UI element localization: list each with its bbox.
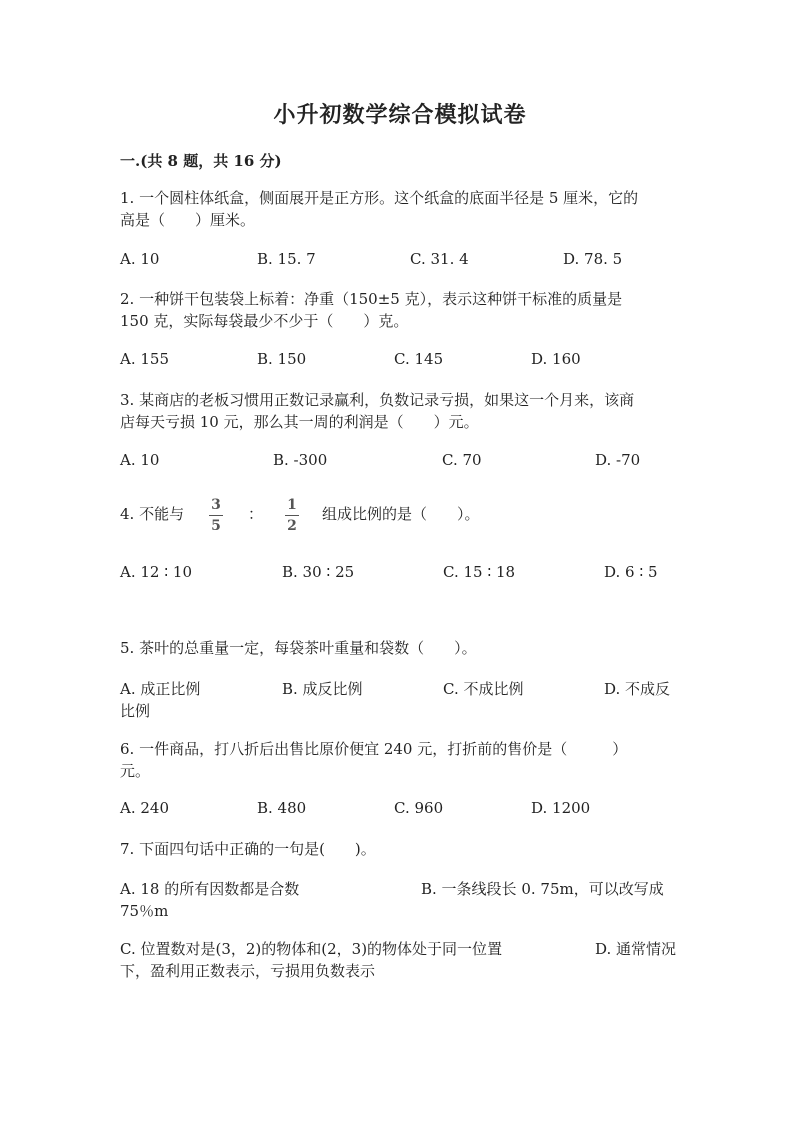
question-7-line-1: 7. 下面四句话中正确的一句是( )。 — [120, 840, 376, 858]
fraction-1-bar — [209, 515, 223, 516]
fraction-three-fifths — [206, 497, 226, 534]
question-5-option-d-wrap: 比例 — [120, 702, 151, 720]
question-3-option-c: C. 70 — [442, 451, 482, 469]
ratio-colon: ： — [248, 505, 264, 523]
question-5-option-a: A. 成正比例 — [120, 680, 201, 698]
question-2-line-2: 150 克，实际每袋最少不少于（ ）克。 — [120, 312, 409, 330]
question-3-line-1: 3. 某商店的老板习惯用正数记录赢利，负数记录亏损，如果这一个月来，该商 — [120, 391, 635, 409]
question-6-option-d: D. 1200 — [531, 799, 591, 817]
question-6-option-b: B. 480 — [257, 799, 307, 817]
question-7-option-d-wrap: 下，盈利用正数表示，亏损用负数表示 — [120, 962, 376, 980]
question-4-prefix: 4. 不能与 — [120, 505, 185, 523]
question-3-option-b: B. -300 — [273, 451, 328, 469]
question-1-line-1: 1. 一个圆柱体纸盒，侧面展开是正方形。这个纸盒的底面半径是 5 厘米，它的 — [120, 189, 639, 207]
question-4-suffix: 组成比例的是（ ）。 — [322, 505, 480, 523]
question-1-line-2: 高是（ ）厘米。 — [120, 211, 256, 229]
question-6-line-1: 6. 一件商品，打八折后出售比原价便宜 240 元，打折前的售价是（ ） — [120, 740, 628, 758]
fraction-2-denominator: 2 — [287, 518, 297, 534]
question-3-option-d: D. -70 — [595, 451, 641, 469]
question-5-line-1: 5. 茶叶的总重量一定，每袋茶叶重量和袋数（ ）。 — [120, 639, 477, 657]
question-7-option-b: B. 一条线段长 0. 75m，可以改写成 — [421, 880, 664, 898]
question-2-option-c: C. 145 — [394, 350, 444, 368]
section-heading: 一.(共 8 题，共 16 分) — [120, 152, 282, 170]
question-5-option-d: D. 不成反 — [604, 680, 671, 698]
question-1-option-c: C. 31. 4 — [410, 250, 469, 268]
question-5-option-c: C. 不成比例 — [443, 680, 524, 698]
question-7-option-b-wrap: 75％m — [120, 902, 169, 920]
fraction-1-numerator: 3 — [211, 497, 221, 513]
question-7-option-a: A. 18 的所有因数都是合数 — [120, 880, 300, 898]
question-3-option-a: A. 10 — [120, 451, 160, 469]
fraction-2-numerator: 1 — [287, 497, 297, 513]
question-2-option-b: B. 150 — [257, 350, 307, 368]
question-3-line-2: 店每天亏损 10 元，那么其一周的利润是（ ）元。 — [120, 413, 479, 431]
question-1-option-d: D. 78. 5 — [563, 250, 623, 268]
question-7-option-d: D. 通常情况 — [595, 940, 677, 958]
fraction-1-denominator: 5 — [211, 518, 221, 534]
page-title: 小升初数学综合模拟试卷 — [273, 102, 527, 128]
fraction-one-half — [282, 497, 302, 534]
question-6-option-c: C. 960 — [394, 799, 444, 817]
question-6-line-2: 元。 — [120, 762, 151, 780]
question-4-option-c: C. 15 ∶ 18 — [443, 563, 516, 581]
question-2-line-1: 2. 一种饼干包装袋上标着：净重（150±5 克），表示这种饼干标准的质量是 — [120, 290, 623, 308]
question-1-option-a: A. 10 — [120, 250, 160, 268]
question-4-option-b: B. 30 ∶ 25 — [282, 563, 355, 581]
question-4-option-d: D. 6 ∶ 5 — [604, 563, 658, 581]
question-2-option-a: A. 155 — [120, 350, 169, 368]
question-5-option-b: B. 成反比例 — [282, 680, 363, 698]
fraction-2-bar — [285, 515, 299, 516]
question-6-option-a: A. 240 — [120, 799, 169, 817]
question-4-option-a: A. 12 ∶ 10 — [120, 563, 192, 581]
question-1-option-b: B. 15. 7 — [257, 250, 316, 268]
question-2-option-d: D. 160 — [531, 350, 581, 368]
question-7-option-c: C. 位置数对是(3，2)的物体和(2，3)的物体处于同一位置 — [120, 940, 503, 958]
